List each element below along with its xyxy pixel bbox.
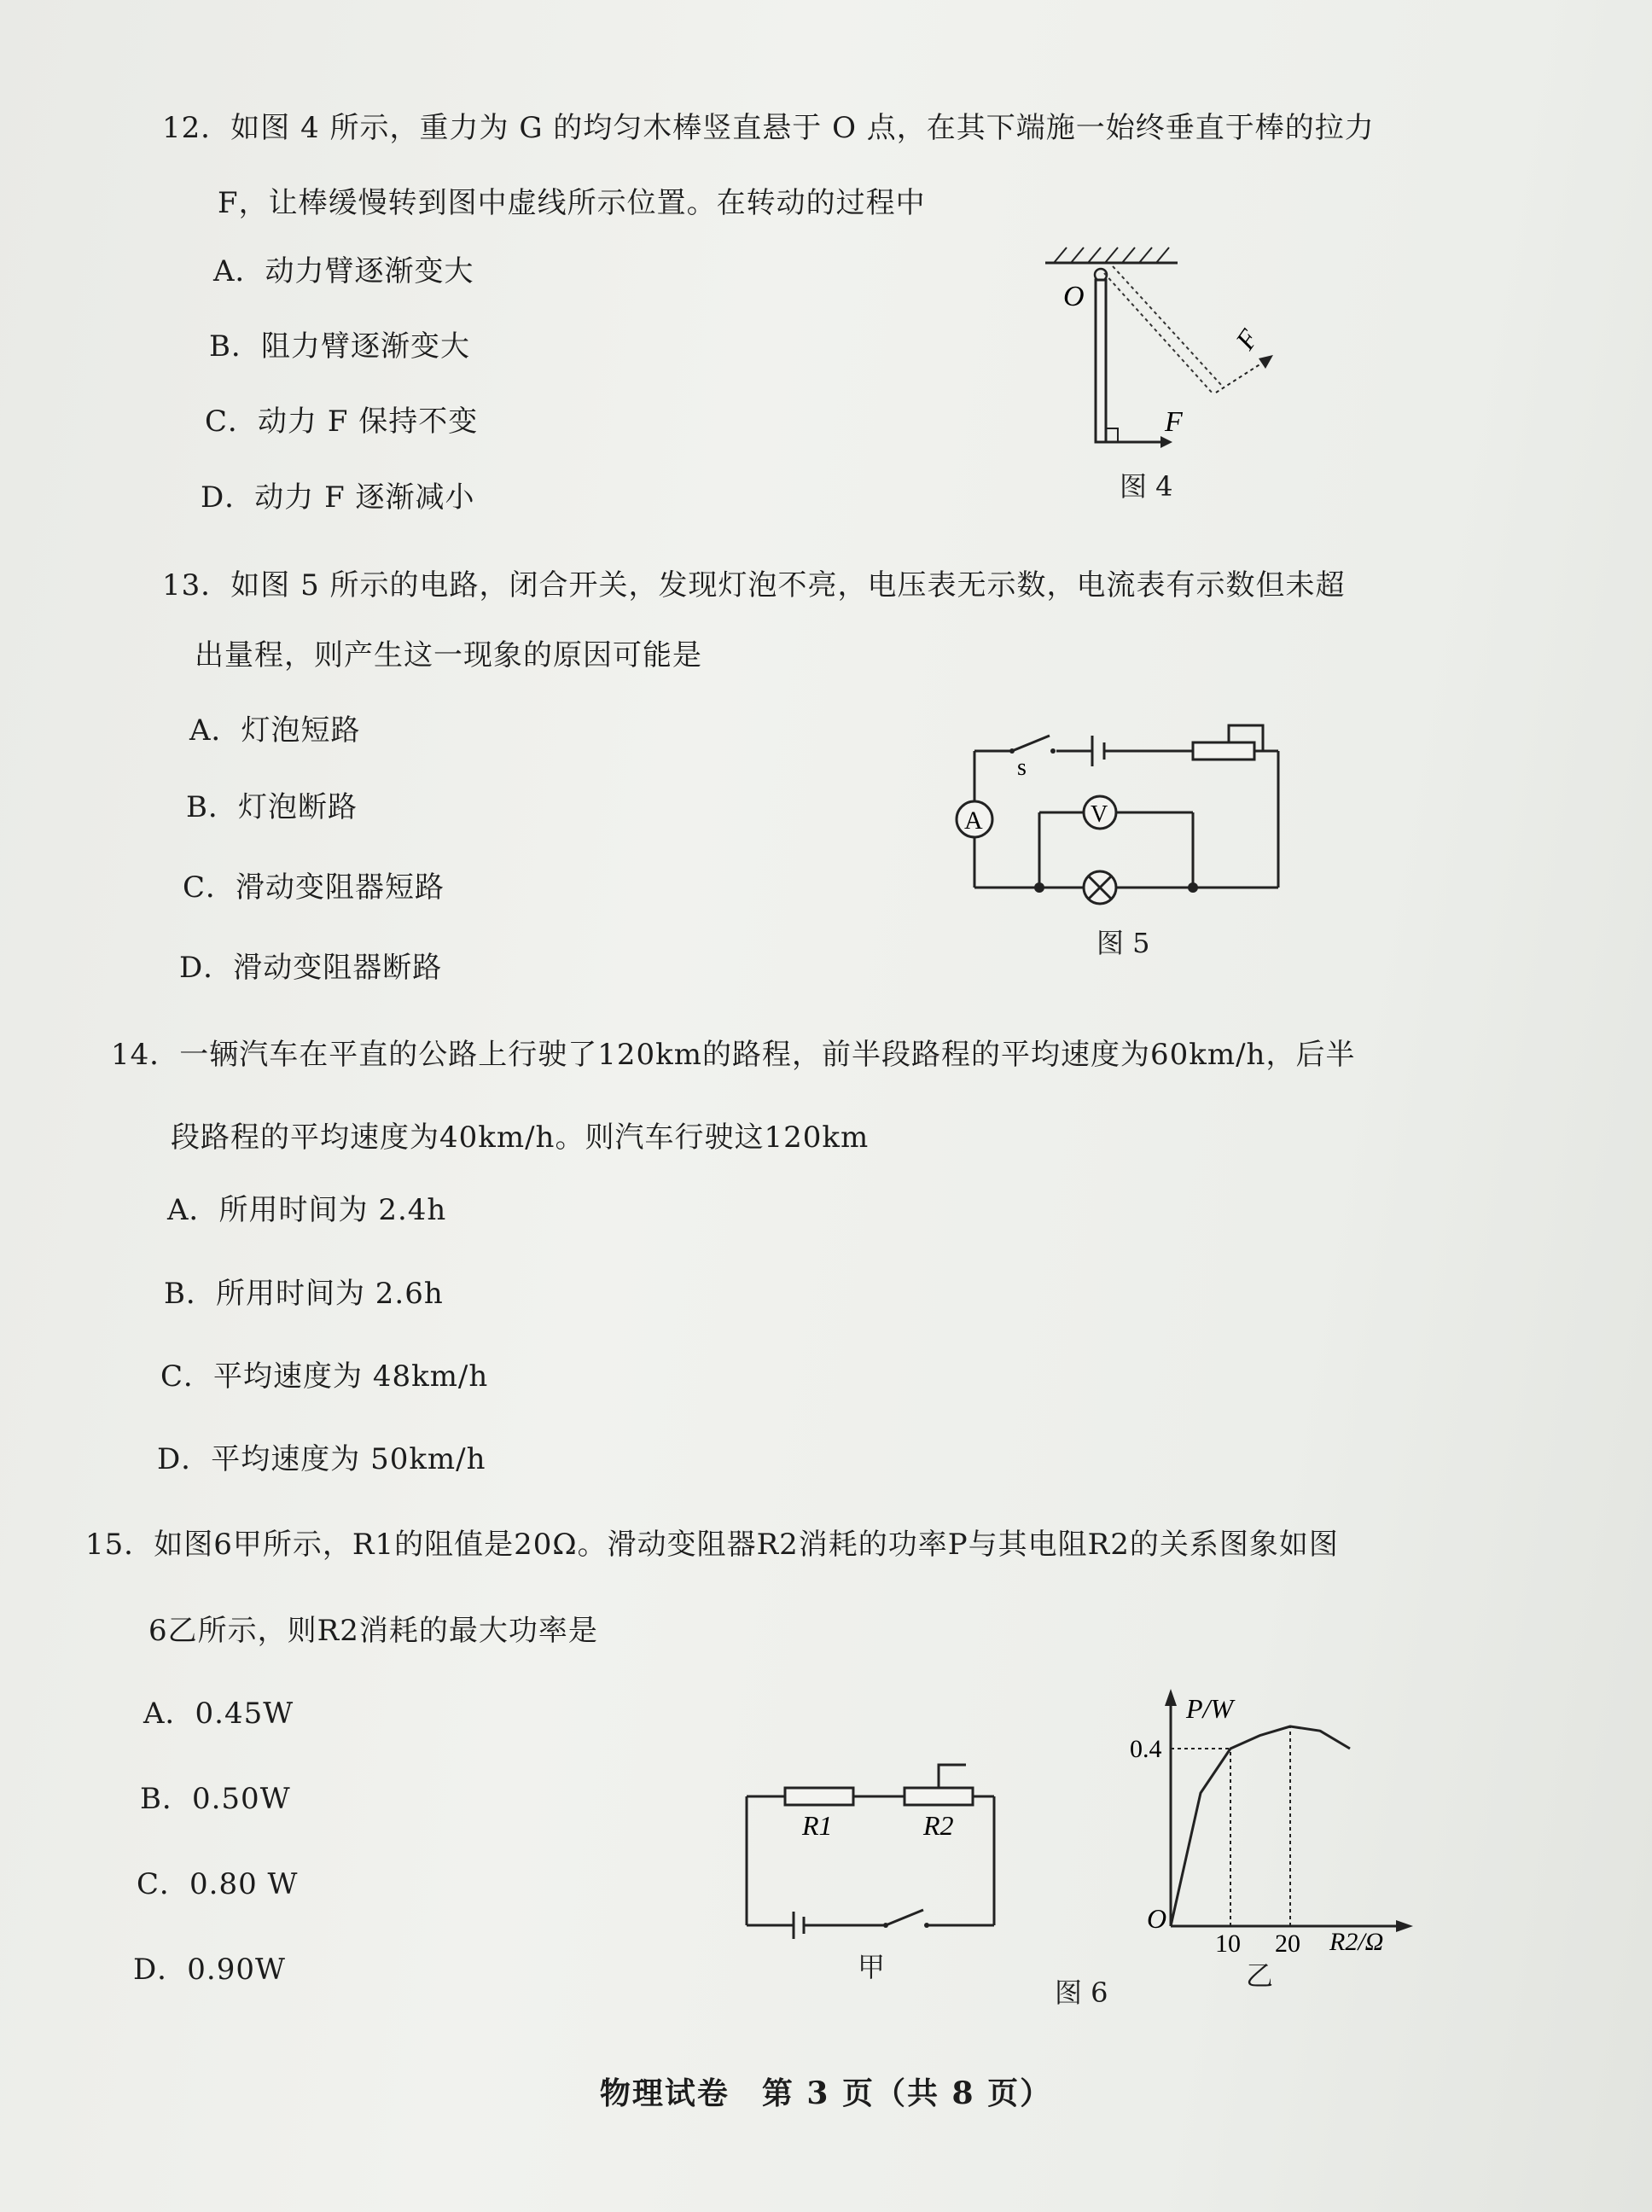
q12-option-c[interactable]: C．动力 F 保持不变 <box>205 405 479 439</box>
figure-5-circuit <box>939 717 1297 905</box>
chart-origin-label: O <box>1147 1903 1167 1934</box>
q13-stem-line2: 出量程，则产生这一现象的原因可能是 <box>195 638 702 672</box>
q14-option-d[interactable]: D．平均速度为 50km/h <box>157 1442 486 1476</box>
chart-xtick-0: 10 <box>1215 1930 1241 1958</box>
q15-stem-line2: 6乙所示，则R2消耗的最大功率是 <box>148 1614 598 1648</box>
chart-series-line <box>1171 1726 1350 1926</box>
fig5-ammeter-label: A <box>964 806 983 835</box>
fig4-force-label-rotated: F <box>1229 323 1265 355</box>
q15-option-c[interactable]: C．0.80 W <box>137 1867 299 1901</box>
q12-option-b[interactable]: B．阻力臂逐渐变大 <box>209 329 470 364</box>
fig5-voltmeter-label: V <box>1091 801 1108 828</box>
q14-option-b[interactable]: B．所用时间为 2.6h <box>164 1277 444 1311</box>
q13-option-a[interactable]: A．灯泡短路 <box>189 713 361 748</box>
q14-option-c[interactable]: C．平均速度为 48km/h <box>160 1359 489 1394</box>
q14-option-a[interactable]: A．所用时间为 2.4h <box>167 1193 447 1227</box>
q13-stem-line1: 13．如图 5 所示的电路，闭合开关，发现灯泡不亮，电压表无示数，电流表有示数但未超 <box>162 568 1346 602</box>
fig4-pivot-label: O <box>1063 281 1085 312</box>
q15-stem-line1: 15．如图6甲所示，R1的阻值是20Ω。滑动变阻器R2消耗的功率P与其电阻R2的关系图象如图 <box>85 1528 1339 1562</box>
q13-option-d[interactable]: D．滑动变阻器断路 <box>179 951 443 985</box>
q12-option-a[interactable]: A．动力臂逐渐变大 <box>213 254 474 288</box>
fig6-r2-label: R2 <box>923 1810 954 1841</box>
figure-6-sub-a: 甲 <box>858 1951 886 1983</box>
chart-xlabel: R2/Ω <box>1329 1928 1384 1956</box>
q13-option-c[interactable]: C．滑动变阻器短路 <box>183 870 445 905</box>
q12-stem-line2: F，让棒缓慢转到图中虚线所示位置。在转动的过程中 <box>218 186 926 220</box>
figure-6-caption: 图 6 <box>1055 1976 1108 2009</box>
q14-stem-line1: 14．一辆汽车在平直的公路上行驶了120km的路程，前半段路程的平均速度为60km/h，后半 <box>111 1038 1356 1072</box>
figure-6-circuit <box>734 1758 1007 1937</box>
chart-xtick-1: 20 <box>1275 1930 1300 1958</box>
q13-option-b[interactable]: B．灯泡断路 <box>186 790 358 824</box>
fig4-force-label-bottom: F <box>1165 406 1183 438</box>
fig5-switch-label: s <box>1017 754 1027 781</box>
figure-5-caption: 图 5 <box>1096 927 1150 959</box>
page-footer: 物理试卷 第 3 页（共 8 页） <box>599 2075 1053 2111</box>
chart-ytick-0: 0.4 <box>1130 1735 1162 1763</box>
figure-6-sub-b: 乙 <box>1246 1959 1274 1992</box>
q15-option-d[interactable]: D．0.90W <box>133 1953 286 1987</box>
fig6-r1-label: R1 <box>802 1810 833 1841</box>
q15-option-b[interactable]: B．0.50W <box>140 1782 291 1816</box>
q14-stem-line2: 段路程的平均速度为40km/h。则汽车行驶这120km <box>171 1121 870 1155</box>
q12-option-d[interactable]: D．动力 F 逐渐减小 <box>201 480 475 515</box>
figure-6-chart <box>1130 1685 1425 1967</box>
chart-ylabel: P/W <box>1186 1693 1234 1724</box>
figure-4-caption: 图 4 <box>1120 470 1173 503</box>
q12-stem-line1: 12．如图 4 所示，重力为 G 的均匀木棒竖直悬于 O 点，在其下端施一始终垂直于棒的拉力 <box>162 111 1375 145</box>
q15-option-a[interactable]: A．0.45W <box>143 1697 294 1731</box>
